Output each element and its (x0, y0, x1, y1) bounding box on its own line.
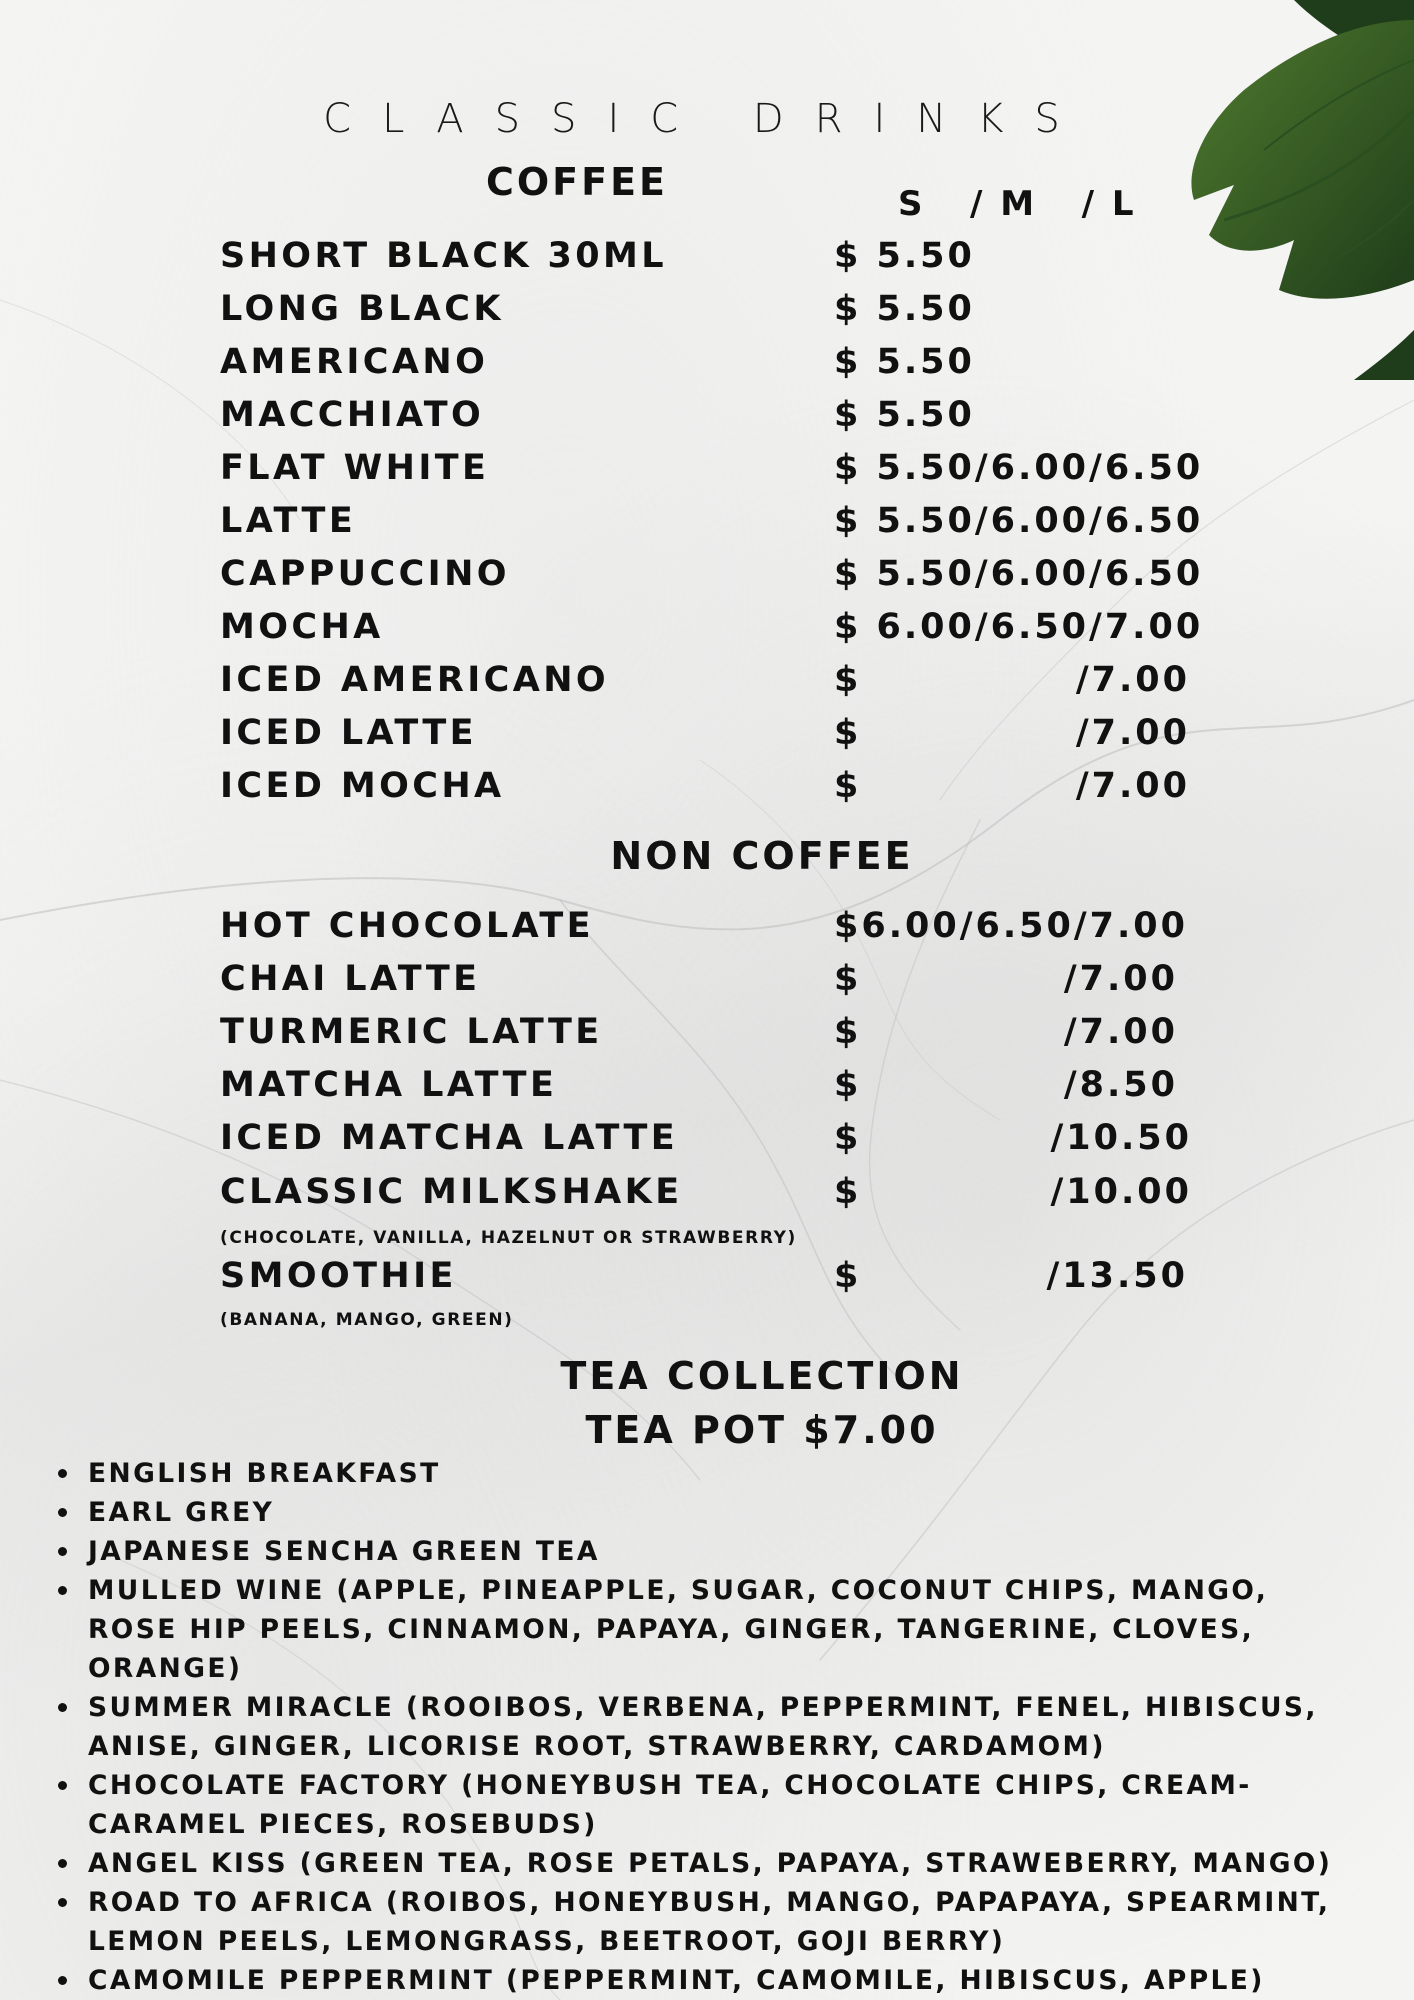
menu-item (0, 959, 1414, 1009)
item-name: LONG BLACK (220, 289, 504, 329)
item-name: ICED LATTE (220, 713, 477, 753)
item-currency: $ (834, 1256, 862, 1296)
menu-item (0, 1118, 1414, 1168)
item-name: SMOOTHIE (220, 1256, 457, 1296)
list-item (56, 1883, 1366, 1961)
item-price: $6.00/6.50/7.00 (834, 906, 1188, 946)
item-currency: $ (834, 1118, 862, 1158)
item-currency: $ (834, 959, 862, 999)
list-item (56, 1571, 1366, 1688)
tea-name: JAPANESE SENCHA GREEN TEA (88, 1536, 600, 1567)
tea-name: ROAD TO AFRICA (ROIBOS, HONEYBUSH, MANGO, PAPAPAYA, SPEARMINT, LEMON PEELS, LEMONGRASS, BEETROOT, GOJI BERRY) (88, 1887, 1331, 1957)
tea-name: CAMOMILE PEPPERMINT (PEPPERMINT, CAMOMILE, HIBISCUS, APPLE) (88, 1965, 1265, 1996)
menu-item (0, 554, 1414, 604)
menu-item (0, 1065, 1414, 1115)
tea-name: MULLED WINE (APPLE, PINEAPPLE, SUGAR, COCONUT CHIPS, MANGO, ROSE HIP PEELS, CINNAMON, PAPAYA, GINGER, TANGERINE, CLOVES, ORANGE) (88, 1575, 1269, 1684)
item-price: $ 5.50/6.00/6.50 (834, 554, 1204, 594)
item-name: CHAI LATTE (220, 959, 481, 999)
menu-item (0, 660, 1414, 710)
item-name: SHORT BLACK 30ML (220, 236, 667, 276)
tea-name: CHOCOLATE FACTORY (HONEYBUSH TEA, CHOCOLATE CHIPS, CREAM-CARAMEL PIECES, ROSEBUDS) (88, 1770, 1252, 1840)
menu-title: CLASSIC DRINKS (323, 96, 1091, 142)
tea-list (56, 1454, 1366, 2000)
list-item (56, 1961, 1366, 2000)
menu-item (0, 289, 1414, 339)
item-price: $ 5.50 (834, 342, 975, 382)
item-price: /10.00 (1050, 1172, 1192, 1212)
bullet-icon (58, 1586, 67, 1595)
list-item (56, 1532, 1366, 1571)
coffee-heading: COFFEE (485, 160, 669, 204)
item-currency: $ (834, 1065, 862, 1105)
item-price: /7.00 (1075, 660, 1190, 700)
item-currency: $ (834, 660, 862, 700)
item-note: (CHOCOLATE, VANILLA, HAZELNUT OR STRAWBERRY) (220, 1228, 797, 1248)
list-item (56, 1688, 1366, 1766)
menu-item (0, 766, 1414, 816)
tea-heading: TEA COLLECTION (560, 1354, 964, 1398)
list-item (56, 1844, 1366, 1883)
item-name: CLASSIC MILKSHAKE (220, 1172, 683, 1212)
item-name: MACCHIATO (220, 395, 485, 435)
bullet-icon (58, 1703, 67, 1712)
menu-item (0, 1172, 1414, 1222)
menu-item (0, 1256, 1414, 1306)
list-item (56, 1493, 1366, 1532)
item-price: /7.00 (1075, 766, 1190, 806)
tea-pot-price: TEA POT $7.00 (585, 1408, 939, 1452)
tea-name: SUMMER MIRACLE (ROOIBOS, VERBENA, PEPPERMINT, FENEL, HIBISCUS, ANISE, GINGER, LICORISE ROOT, STRAWBERRY, CARDAMOM) (88, 1692, 1318, 1762)
list-item (56, 1766, 1366, 1844)
non-coffee-heading: NON COFFEE (610, 834, 914, 878)
bullet-icon (58, 1547, 67, 1556)
size-header: S / M / L (898, 184, 1137, 224)
menu-item (0, 713, 1414, 763)
item-name: AMERICANO (220, 342, 489, 382)
item-name: HOT CHOCOLATE (220, 906, 594, 946)
item-price: /13.50 (1046, 1256, 1188, 1296)
item-price: $ 5.50 (834, 289, 975, 329)
item-price: $ 5.50/6.00/6.50 (834, 501, 1204, 541)
item-name: MOCHA (220, 607, 384, 647)
tea-name: ANGEL KISS (GREEN TEA, ROSE PETALS, PAPAYA, STRAWEBERRY, MANGO) (88, 1848, 1333, 1879)
menu-item (0, 1012, 1414, 1062)
menu-item (0, 607, 1414, 657)
item-price: $ 5.50 (834, 395, 975, 435)
item-note: (BANANA, MANGO, GREEN) (220, 1310, 514, 1330)
bullet-icon (58, 1469, 67, 1478)
item-name: ICED MOCHA (220, 766, 505, 806)
item-name: TURMERIC LATTE (220, 1012, 603, 1052)
item-currency: $ (834, 766, 862, 806)
item-name: CAPPUCCINO (220, 554, 510, 594)
item-price: $ 5.50 (834, 236, 975, 276)
menu-item (0, 342, 1414, 392)
menu-item (0, 395, 1414, 445)
bullet-icon (58, 1859, 67, 1868)
item-price: /7.00 (1075, 713, 1190, 753)
menu-item (0, 448, 1414, 498)
item-currency: $ (834, 1172, 862, 1212)
bullet-icon (58, 1508, 67, 1517)
item-price: /7.00 (1063, 1012, 1178, 1052)
item-price: $ 6.00/6.50/7.00 (834, 607, 1204, 647)
item-name: ICED MATCHA LATTE (220, 1118, 679, 1158)
item-name: ICED AMERICANO (220, 660, 610, 700)
item-currency: $ (834, 713, 862, 753)
menu-item (0, 501, 1414, 551)
item-price: /10.50 (1050, 1118, 1192, 1158)
bullet-icon (58, 1781, 67, 1790)
item-currency: $ (834, 1012, 862, 1052)
bullet-icon (58, 1898, 67, 1907)
item-name: MATCHA LATTE (220, 1065, 558, 1105)
menu-item (0, 236, 1414, 286)
item-price: /7.00 (1063, 959, 1178, 999)
list-item (56, 1454, 1366, 1493)
bullet-icon (58, 1976, 67, 1985)
item-price: /8.50 (1063, 1065, 1178, 1105)
item-price: $ 5.50/6.00/6.50 (834, 448, 1204, 488)
tea-name: ENGLISH BREAKFAST (88, 1458, 441, 1489)
tea-name: EARL GREY (88, 1497, 275, 1528)
menu-item (0, 906, 1414, 956)
item-name: LATTE (220, 501, 357, 541)
item-name: FLAT WHITE (220, 448, 490, 488)
